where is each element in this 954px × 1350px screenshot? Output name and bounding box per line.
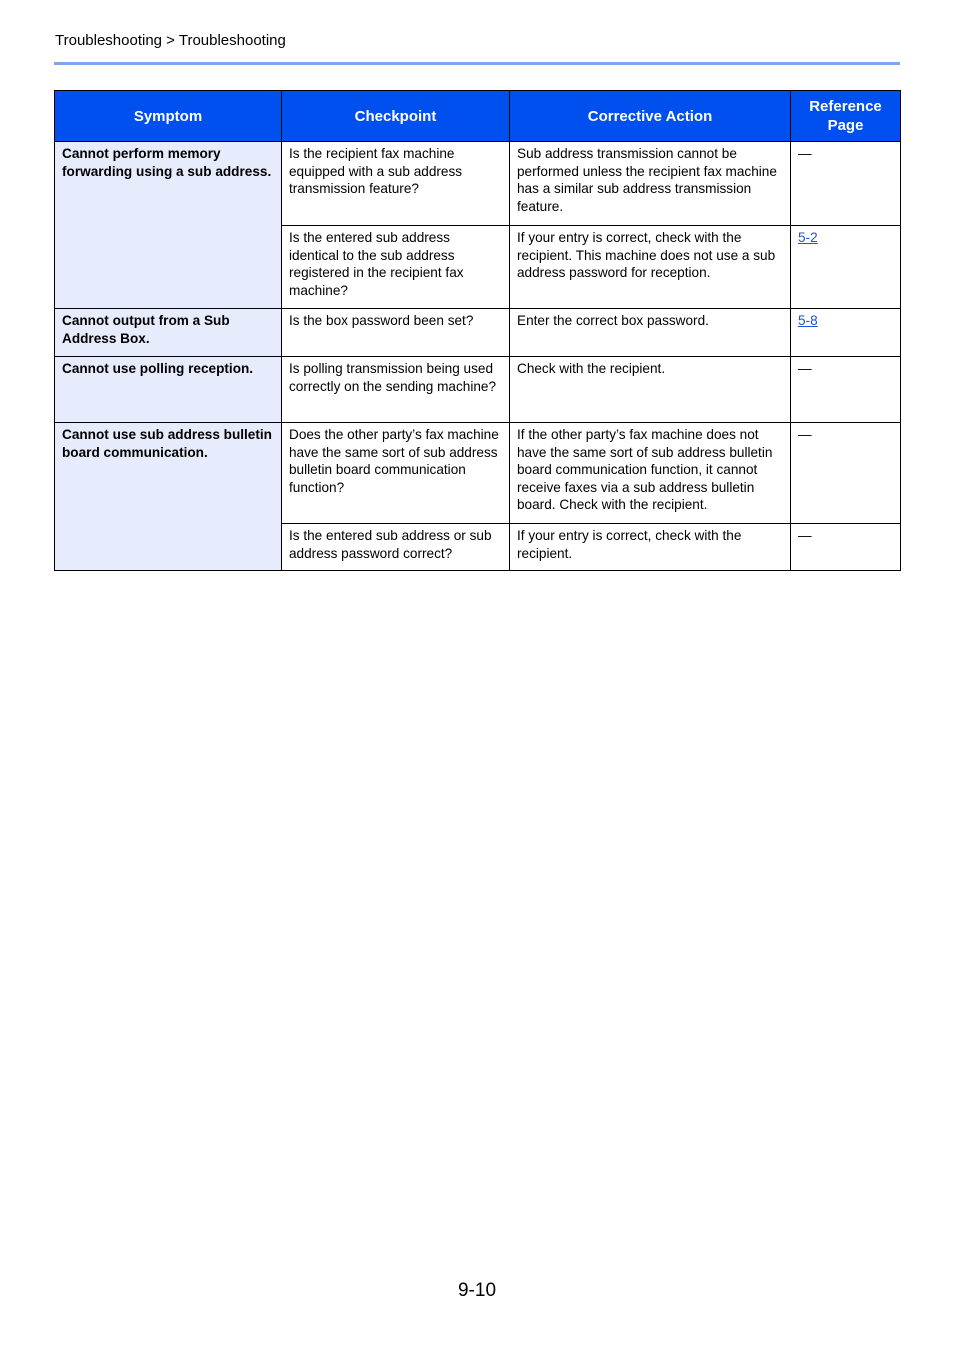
checkpoint-cell: Is the recipient fax machine equipped with a sub address transmission feature? — [282, 142, 510, 226]
symptom-cell: Cannot use polling reception. — [55, 357, 282, 423]
table-row — [55, 357, 901, 423]
checkpoint-cell: Is the box password been set? — [282, 309, 510, 357]
page-number: 9-10 — [457, 1280, 497, 1301]
checkpoint-cell: Is the entered sub address identical to the sub address registered in the recipient fax machine? — [282, 226, 510, 309]
checkpoint-cell: Does the other party’s fax machine have the same sort of sub address bulletin board communication function? — [282, 423, 510, 524]
troubleshooting-table — [54, 90, 901, 571]
reference-cell: — — [791, 524, 901, 571]
reference-link[interactable]: 5-2 — [798, 230, 818, 245]
symptom-cell: Cannot output from a Sub Address Box. — [55, 309, 282, 357]
corrective-action-cell: Sub address transmission cannot be performed unless the recipient fax machine has a similar sub address transmission feature. — [510, 142, 791, 226]
corrective-action-cell: Check with the recipient. — [510, 357, 791, 423]
corrective-action-cell: Enter the correct box password. — [510, 309, 791, 357]
reference-cell: — — [791, 357, 901, 423]
reference-cell — [791, 226, 901, 309]
column-header-symptom: Symptom — [55, 91, 282, 142]
reference-link[interactable]: 5-8 — [798, 313, 818, 328]
reference-cell: — — [791, 423, 901, 524]
reference-cell: — — [791, 142, 901, 226]
header-divider — [54, 62, 900, 65]
corrective-action-cell: If your entry is correct, check with the recipient. This machine does not use a sub address password for reception. — [510, 226, 791, 309]
column-header-reference-page: Reference Page — [791, 91, 901, 142]
table-row — [55, 423, 901, 524]
checkpoint-cell: Is polling transmission being used correctly on the sending machine? — [282, 357, 510, 423]
symptom-cell: Cannot use sub address bulletin board communication. — [55, 423, 282, 571]
table-header-row — [55, 91, 901, 142]
reference-cell — [791, 309, 901, 357]
column-header-checkpoint: Checkpoint — [282, 91, 510, 142]
symptom-cell: Cannot perform memory forwarding using a sub address. — [55, 142, 282, 309]
breadcrumb: Troubleshooting > Troubleshooting — [55, 32, 286, 49]
corrective-action-cell: If the other party’s fax machine does not have the same sort of sub address bulletin board communication function, it cannot receive faxes via a sub address bulletin board. Check with the recipient. — [510, 423, 791, 524]
table-row — [55, 142, 901, 226]
column-header-corrective-action: Corrective Action — [510, 91, 791, 142]
table-row — [55, 309, 901, 357]
corrective-action-cell: If your entry is correct, check with the recipient. — [510, 524, 791, 571]
checkpoint-cell: Is the entered sub address or sub address password correct? — [282, 524, 510, 571]
